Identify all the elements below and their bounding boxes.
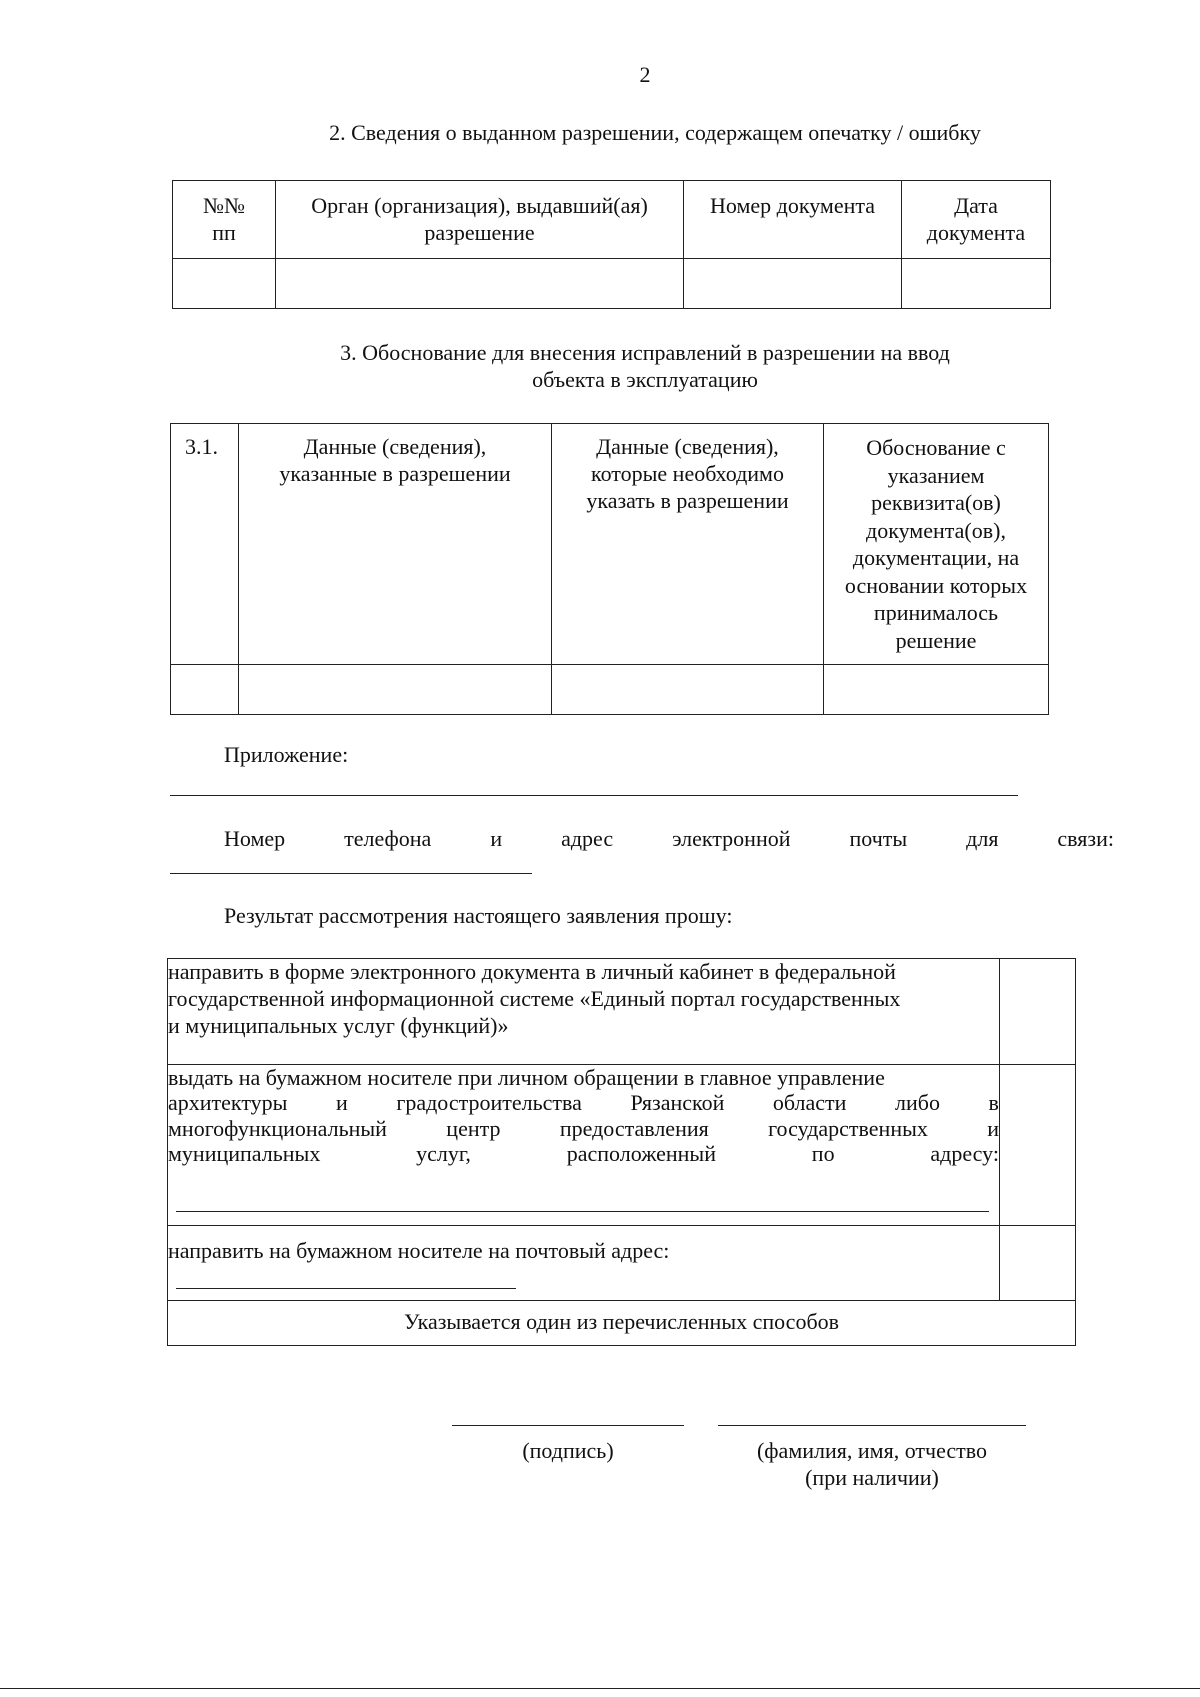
table-row: [171, 665, 1049, 715]
table-header-row: [171, 424, 1049, 665]
option-row-electronic: [168, 959, 1076, 1065]
postal-address-field[interactable]: [176, 1288, 516, 1289]
full-name-field[interactable]: [718, 1425, 1026, 1426]
contact-field[interactable]: [170, 873, 532, 874]
input-cell-doc-number[interactable]: [684, 259, 902, 309]
option-paper-mail-text: направить на бумажном носителе на почтовый адрес:: [168, 1226, 1000, 1301]
section3-title: 3. Обоснование для внесения исправлений в разрешении на ввод объекта в эксплуатацию: [340, 340, 950, 392]
table-row: [173, 259, 1051, 309]
section2-title: 2. Сведения о выданном разрешении, содержащем опечатку / ошибку: [329, 120, 981, 145]
input-cell-justification[interactable]: [824, 665, 1049, 715]
header-cell-organ: Орган (организация), выдавший(ая) разрешение: [276, 181, 684, 259]
option-electronic-text: направить в форме электронного документа в личный кабинет в федеральной государственной информационной системе «Единый портал государственных и муниципальных услуг (функций)»: [168, 959, 1000, 1065]
signature-field[interactable]: [452, 1425, 684, 1426]
full-name-label: (фамилия, имя, отчество (при наличии): [756, 1438, 988, 1490]
table-header-row: [173, 181, 1051, 259]
header-cell-doc-number: Номер документа: [684, 181, 902, 259]
option-row-paper-mail: [168, 1226, 1076, 1301]
option-electronic-checkbox[interactable]: [1000, 959, 1076, 1065]
attachment-label: Приложение:: [224, 742, 349, 767]
option-paper-mail-checkbox[interactable]: [1000, 1226, 1076, 1301]
header-cell-current-data: Данные (сведения), указанные в разрешении: [239, 424, 552, 665]
input-cell-current-data[interactable]: [239, 665, 552, 715]
header-cell-justification: Обоснование с указанием реквизита(ов) документа(ов), документации, на основании которых принималось решение: [824, 424, 1049, 665]
input-cell-organ[interactable]: [276, 259, 684, 309]
page-number: 2: [639, 62, 651, 87]
option-paper-in-person-text: выдать на бумажном носителе при личном обращении в главное управление архитектуры и градостроительства Рязанской области либо в многофункциональный центр предоставления государственных и муниципальных услуг, расположенный по адресу:: [168, 1065, 1000, 1226]
header-cell-number: №№ пп: [173, 181, 276, 259]
address-field[interactable]: [176, 1211, 989, 1212]
attachment-field[interactable]: [170, 795, 1018, 796]
option-footer-row: [168, 1301, 1076, 1346]
header-cell-required-data: Данные (сведения), которые необходимо указать в разрешении: [552, 424, 824, 665]
option-paper-in-person-checkbox[interactable]: [1000, 1065, 1076, 1226]
input-cell-number[interactable]: [173, 259, 276, 309]
input-cell-label[interactable]: [171, 665, 239, 715]
result-intro: Результат рассмотрения настоящего заявления прошу:: [224, 903, 733, 928]
row-label-3-1: 3.1.: [171, 424, 239, 665]
footer-note: Указывается один из перечисленных способов: [168, 1301, 1076, 1346]
option-row-paper-in-person: [168, 1065, 1076, 1226]
contact-line: Номер телефона и адрес электронной почты для связи:: [224, 826, 1114, 851]
bottom-rule: [0, 1688, 1200, 1689]
header-cell-doc-date: Дата документа: [902, 181, 1051, 259]
signature-label: (подпись): [522, 1438, 614, 1463]
result-method-table: [167, 958, 1076, 1346]
input-cell-doc-date[interactable]: [902, 259, 1051, 309]
correction-grounds-table: [170, 423, 1049, 715]
input-cell-required-data[interactable]: [552, 665, 824, 715]
issued-permit-table: [172, 180, 1051, 309]
